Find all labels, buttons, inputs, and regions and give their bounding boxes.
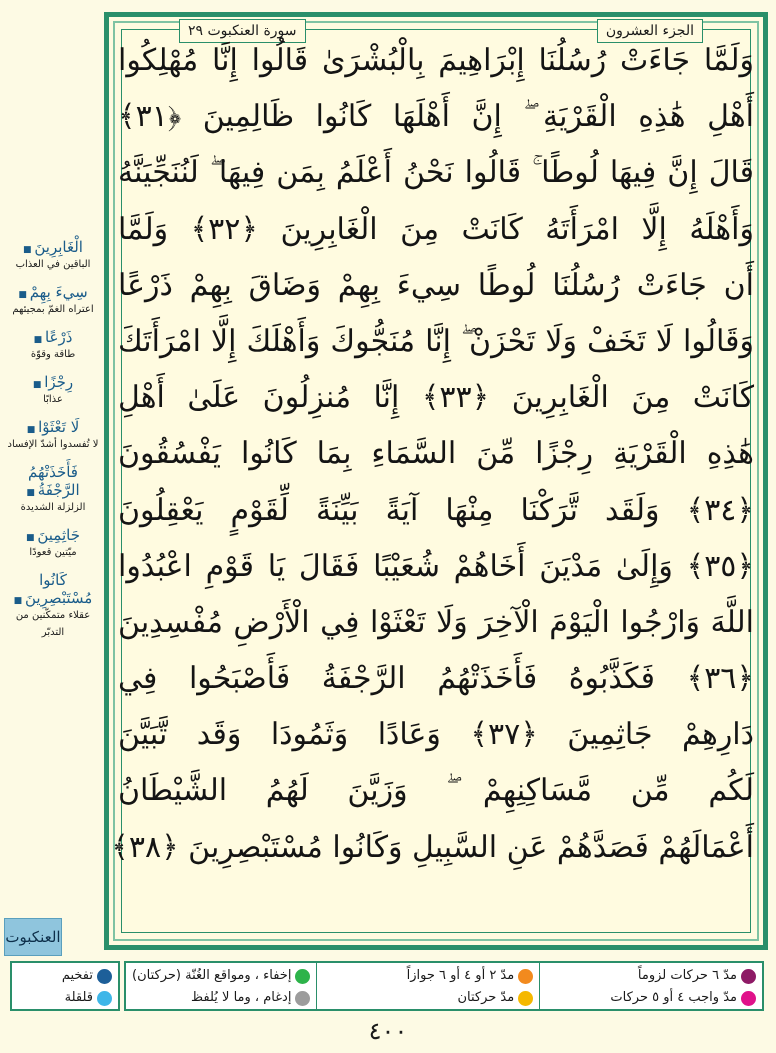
legend-label: مدّ ٢ أو ٤ أو ٦ جوازاً <box>406 968 515 983</box>
legend-item <box>18 965 112 987</box>
glossary-definition: اعتراه الغمّ بمجيئهم <box>12 304 94 315</box>
text-line: كَانَتْ مِنَ الْغَابِرِينَ ﴿٣٣﴾ إِنَّا مُنزِلُونَ عَلَىٰ أَهْلِ <box>118 380 754 416</box>
legend-label: مدّ ٦ حركات لزوماً <box>637 968 737 983</box>
color-dot-icon <box>518 969 533 984</box>
quran-text-block <box>111 33 755 933</box>
text-line: ﴿٣٥﴾ وَإِلَىٰ مَدْيَنَ أَخَاهُمْ شُعَيْبًا فَقَالَ يَا قَوْمِ اعْبُدُوا <box>118 548 754 584</box>
text-line: قَالَ إِنَّ فِيهَا لُوطًا ۚ قَالُوا نَحْنُ أَعْلَمُ بِمَن فِيهَا ۖ لَنُنَجِّيَنَّهُ <box>118 155 754 191</box>
legend-column <box>539 963 762 1011</box>
surah-side-tab[interactable]: العنكبوت <box>4 918 62 956</box>
glossary-word: كَانُوا مُسْتَبْصِرِينَ ■ <box>6 571 100 607</box>
legend-item <box>132 965 310 987</box>
color-dot-icon <box>97 969 112 984</box>
legend-item <box>323 987 533 1009</box>
legend-label: إخفاء ، ومواقع الغُنّة (حركتان) <box>132 968 292 983</box>
margin-glossary <box>6 238 100 651</box>
glossary-word: فَأَخَذَتْهُمُ الرَّجْفَةُ ■ <box>6 463 100 499</box>
glossary-word: سِيءَ بِهِمْ ■ <box>6 283 100 301</box>
color-dot-icon <box>741 991 756 1006</box>
text-line: أَعْمَالَهُمْ فَصَدَّهُمْ عَنِ السَّبِيلِ وَكَانُوا مُسْتَبْصِرِينَ ﴿٣٨﴾ <box>111 829 754 865</box>
legend-label: تفخيم <box>61 968 93 983</box>
text-line: وَأَهْلَهُ إِلَّا امْرَأَتَهُ كَانَتْ مِنَ الْغَابِرِينَ ﴿٣٢﴾ وَلَمَّا <box>118 211 754 247</box>
glossary-definition: لا تُفسدوا أشدّ الإفساد <box>7 439 99 450</box>
glossary-word: الْغَابِرِينَ ■ <box>6 238 100 256</box>
glossary-item <box>6 526 100 561</box>
color-dot-icon <box>97 991 112 1006</box>
text-line: هَٰذِهِ الْقَرْيَةِ رِجْزًا مِّنَ السَّمَاءِ بِمَا كَانُوا يَفْسُقُونَ <box>118 436 754 472</box>
glossary-word: رِجْزًا ■ <box>6 373 100 391</box>
glossary-definition: طاقة وقوّة <box>30 349 76 360</box>
glossary-word: لَا تَعْثَوْا ■ <box>6 418 100 436</box>
legend-label: قلقلة <box>64 990 93 1005</box>
legend-label: إدغام ، وما لا يُلفظ <box>191 990 292 1005</box>
legend-item <box>323 965 533 987</box>
text-line: ﴿٣٤﴾ وَلَقَد تَّرَكْنَا مِنْهَا آيَةً بَيِّنَةً لِّقَوْمٍ يَعْقِلُونَ <box>118 492 754 528</box>
legend-column <box>316 963 539 1011</box>
legend-column <box>126 963 316 1011</box>
glossary-item <box>6 283 100 318</box>
glossary-item <box>6 373 100 408</box>
glossary-item <box>6 328 100 363</box>
glossary-word: ذَرْعًا ■ <box>6 328 100 346</box>
text-line: أَن جَاءَتْ رُسُلُنَا لُوطًا سِيءَ بِهِمْ وَضَاقَ بِهِمْ ذَرْعًا <box>118 267 754 303</box>
glossary-item <box>6 418 100 453</box>
text-line: لَكُم مِّن مَّسَاكِنِهِمْ ۖ وَزَيَّنَ لَهُمُ الشَّيْطَانُ <box>118 773 754 809</box>
glossary-definition: ميّتين قعودًا <box>29 547 77 558</box>
text-line: أَهْلِ هَٰذِهِ الْقَرْيَةِ ۖ إِنَّ أَهْلَهَا كَانُوا ظَالِمِينَ ﴿٣١﴾ <box>118 99 754 135</box>
text-line: وَلَمَّا جَاءَتْ رُسُلُنَا إِبْرَاهِيمَ بِالْبُشْرَىٰ قَالُوا إِنَّا مُهْلِكُوا <box>118 43 754 78</box>
surah-header: سورة العنكبوت ٢٩ <box>179 19 306 43</box>
text-line: ﴿٣٦﴾ فَكَذَّبُوهُ فَأَخَذَتْهُمُ الرَّجْفَةُ فَأَصْبَحُوا فِي <box>118 661 754 697</box>
tajweed-legend <box>124 961 764 1011</box>
glossary-definition: عذابًا <box>43 394 63 405</box>
page-number: ٤٠٠ <box>368 1017 408 1045</box>
glossary-definition: الزلزلة الشديدة <box>20 502 86 513</box>
juz-header: الجزء العشرون <box>597 19 703 43</box>
glossary-word: جَاثِمِينَ ■ <box>6 526 100 544</box>
glossary-item <box>6 463 100 516</box>
text-line: دَارِهِمْ جَاثِمِينَ ﴿٣٧﴾ وَعَادًا وَثَمُودَا وَقَد تَّبَيَّنَ <box>118 717 755 753</box>
glossary-definition: عقلاء متمكّنين من التدبّر <box>15 610 91 638</box>
legend-item <box>18 987 112 1009</box>
glossary-definition: الباقين في العذاب <box>15 259 91 270</box>
legend-label: مدّ واجب ٤ أو ٥ حركات <box>610 990 737 1005</box>
color-dot-icon <box>295 969 310 984</box>
legend-label: مدّ حركتان <box>457 990 515 1005</box>
legend-item <box>546 987 756 1009</box>
glossary-item <box>6 571 100 641</box>
text-line: اللَّهَ وَارْجُوا الْيَوْمَ الْآخِرَ وَلَا تَعْثَوْا فِي الْأَرْضِ مُفْسِدِينَ <box>118 604 754 640</box>
color-dot-icon <box>295 991 310 1006</box>
glossary-item <box>6 238 100 273</box>
legend-item <box>546 965 756 987</box>
color-dot-icon <box>518 991 533 1006</box>
text-line: وَقَالُوا لَا تَخَفْ وَلَا تَحْزَنْ ۖ إِنَّا مُنَجُّوكَ وَأَهْلَكَ إِلَّا امْرَأَتَكَ <box>118 323 754 359</box>
color-dot-icon <box>741 969 756 984</box>
legend-item <box>132 987 310 1009</box>
legend-extra <box>10 961 120 1011</box>
